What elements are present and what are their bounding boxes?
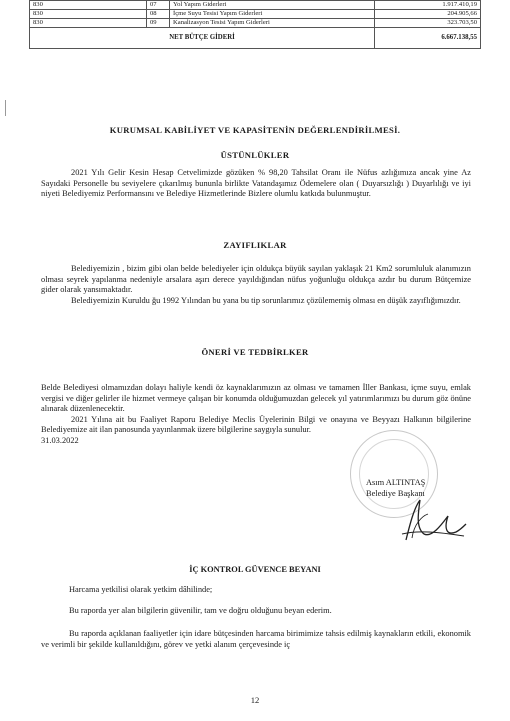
table-cell-name: Yol Yapım Giderleri [170, 1, 375, 10]
margin-mark [5, 100, 6, 116]
recommendations-text-1: Belde Belediyesi olmamızdan dolayı haliyle kendi öz kaynaklarımızın az olması ve tamamen İller Bankası, içme suyu, emlak vergisi ve diğer gelirler ile hizmet vermeye çalışan bir konumda olduğumuzdan gelecek yıl yatırımlarımızı bu durum göz önüne alınarak düzenlenecektir. [41, 383, 471, 414]
table-cell-amount: 204.905,66 [375, 10, 481, 19]
table-cell-code: 830 [30, 10, 147, 19]
section-title: KURUMSAL KABİLİYET VE KAPASİTENİN DEĞERLENDİRİLMESİ. [109, 125, 401, 135]
signatory-title: Belediye Başkanı [366, 489, 425, 498]
recommendations-text-2: 2021 Yılına ait bu Faaliyet Raporu Belediye Meclis Üyelerinin Bilgi ve onayına ve Beyyazı Halkının bilgilerine Belediyemize ait ilan panosunda yayınlanmak üzere bilgilerine saygıyla sunulur. [41, 414, 471, 435]
internal-control-line-2: Bu raporda yer alan bilgilerin güvenilir, tam ve doğru olduğunu beyan ederim. [69, 606, 332, 615]
table-row [30, 1, 481, 10]
table-cell-name: Kanalizasyon Tesisi Yapım Giderleri [170, 19, 375, 28]
table-cell-sub: 09 [147, 19, 170, 28]
report-date: 31.03.2022 [41, 435, 79, 445]
net-total-row [30, 28, 481, 49]
table-cell-code: 830 [30, 19, 147, 28]
internal-control-heading: İÇ KONTROL GÜVENCE BEYANI [189, 565, 321, 574]
weaknesses-paragraph [41, 264, 471, 306]
weaknesses-text-2: Belediyemizin Kuruldu ğu 1992 Yılından bu yana bu tip sorunlarımız çözülememiş olması en düşük zayıflığımızdır. [71, 295, 461, 305]
page-number: 12 [250, 695, 260, 705]
handwritten-signature [398, 494, 468, 544]
strengths-text: 2021 Yılı Gelir Kesin Hesap Cetvelimizde gözüken % 98,20 Tahsilat Oranı ile Nüfus azlığımıza ancak yine Az Sayıdaki Personelle bu seviyelere çıkarılmış bununla birlikte Vatandaşımız Ödemelere olan ( Duyarsızlığı ) Duyarlılığı ve iyi niyeti Belediyemiz Performansını ve Belediye Hizmetlerinde Bizlere olumlu katkıda bulunmuştur. [41, 168, 471, 199]
internal-control-line-1: Harcama yetkilisi olarak yetkim dâhilinde; [69, 585, 213, 594]
table-row [30, 10, 481, 19]
table-row [30, 19, 481, 28]
table-cell-sub: 07 [147, 1, 170, 10]
net-budget-amount: 6.667.138,55 [375, 28, 481, 49]
table-cell-name: İçme Suyu Tesisi Yapım Giderleri [170, 10, 375, 19]
internal-control-paragraph: Bu raporda açıklanan faaliyetler için idare bütçesinden harcama birimimize tahsis edilmiş kaynakların etkili, ekonomik ve verimli bir şekilde kullanıldığını, görev ve yetki alanım çerçevesinde iç [41, 629, 471, 649]
table-cell-amount: 323.703,50 [375, 19, 481, 28]
table-cell-code: 830 [30, 1, 147, 10]
weaknesses-text-1: Belediyemizin , bizim gibi olan belde belediyeler için oldukça büyük sayılan yaklaşık 21 Km2 sorumluluk alanımızın olması seyrek yapılanma nedeniyle arsalara aşırı derece yayıldığından nüfus yoğunluğu oldukça azdır bu durum Bütçemize gider olarak yansımaktadır. [41, 264, 471, 295]
table-cell-sub: 08 [147, 10, 170, 19]
budget-table [29, 0, 481, 49]
recommendations-heading: ÖNERİ VE TEDBİRLKER [201, 347, 309, 357]
net-budget-label: NET BÜTÇE GİDERİ [30, 28, 375, 49]
table-cell-amount: 1.917.410,19 [375, 1, 481, 10]
weaknesses-heading: ZAYIFLIKLAR [223, 240, 287, 250]
strengths-paragraph [41, 168, 471, 200]
strengths-heading: ÜSTÜNLÜKLER [220, 150, 290, 160]
signatory-name: Asım ALTINTAŞ [366, 478, 426, 487]
